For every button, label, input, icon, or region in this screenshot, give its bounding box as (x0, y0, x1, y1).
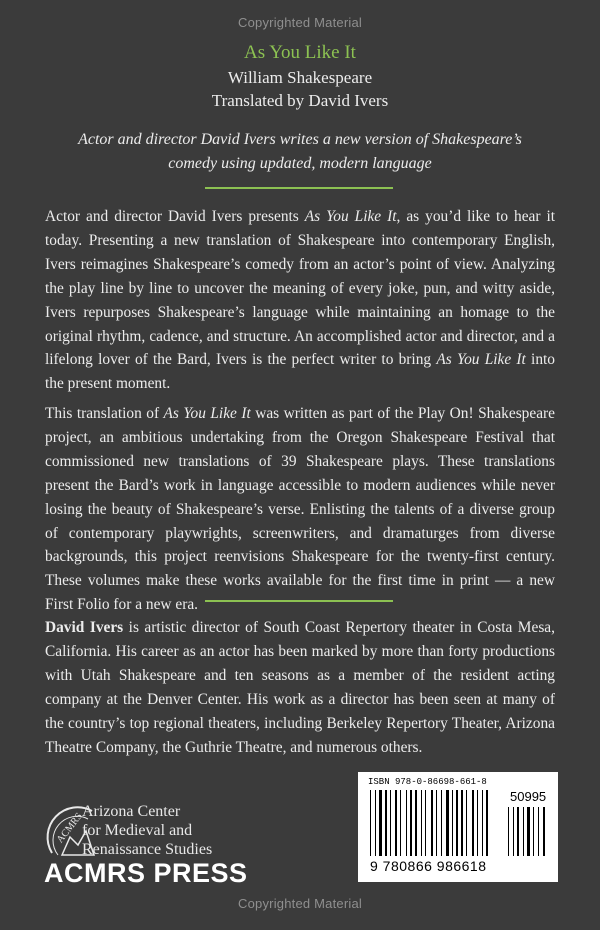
bio-name: David Ivers (45, 619, 124, 636)
svg-text:ACMRS: ACMRS (54, 810, 85, 846)
publisher-line-3: Renaissance Studies (82, 841, 213, 858)
isbn-label: ISBN 978-0-86698-661-8 (368, 777, 487, 787)
book-author: William Shakespeare (227, 68, 373, 87)
publisher-line-1: Arizona Center (82, 803, 181, 820)
divider-bottom (205, 600, 393, 602)
tagline: Actor and director David Ivers writes a new version of Shakespeare’s comedy using updated, modern language (78, 131, 522, 172)
publisher-name (82, 802, 212, 859)
price-code: 50995 (510, 789, 547, 804)
book-title: As You Like It (244, 42, 356, 63)
divider-top (205, 187, 393, 189)
description-paragraph-2: This translation of As You Like It was written as part of the Play On! Shakespeare project, an ambitious undertaking from the Oregon Shakespeare Festival that commissioned new translations of 39 Shakespeare plays. These translations present the Bard’s work in language accessible to modern audiences while never losing the beauty of Shakespeare’s verse. Enlisting the talents of a diverse group of contemporary playwrights, screenwriters, and dramaturges from diverse backgrounds, this project reenvisions Shakespeare for the twenty-first century. These volumes make these works available for the first time in print — a new First Folio for a new era. (45, 405, 555, 614)
watermark-bottom: Copyrighted Material (238, 896, 362, 911)
publisher-line-2: for Medieval and (82, 822, 193, 839)
barcode-number: 9 780866 986618 (370, 858, 487, 874)
watermark-top: Copyrighted Material (238, 15, 362, 30)
description-paragraph-1: Actor and director David Ivers presents As You Like It, as you’d like to hear it today. Presenting a new translation of Shakespeare into contemporary English, Ivers reimagines Shakespeare’s comedy from an actor’s point of view. Analyzing the play line by line to uncover the meaning of every joke, pun, and witty aside, Ivers repurposes Shakespeare’s language while maintaining an homage to the original rhythm, cadence, and structure. An accomplished actor and director, and a lifelong lover of the Bard, Ivers is the perfect writer to bring As You Like It into the present moment. (45, 208, 555, 393)
book-translator: Translated by David Ivers (211, 91, 389, 110)
press-wordmark: ACMRS PRESS (44, 858, 248, 888)
author-bio: David Ivers is artistic director of South Coast Repertory theater in Costa Mesa, California. His career as an actor has been marked by more than forty productions with Utah Shakespeare and ten seasons as a member of the resident acting company at the Denver Center. His work as a director has been seen at many of the country’s top regional theaters, including Berkeley Repertory Theater, Arizona Theatre Company, the Guthrie Theatre, and numerous others. (45, 619, 555, 756)
